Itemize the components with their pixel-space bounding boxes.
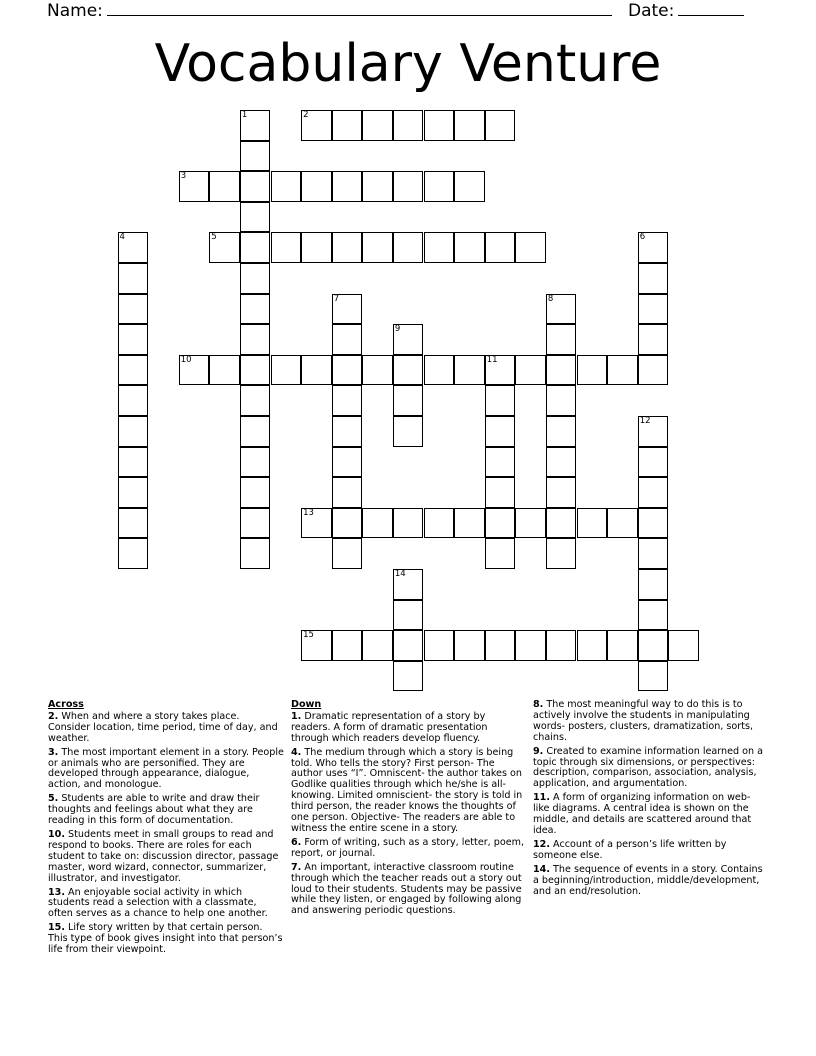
clue-item <box>291 712 525 745</box>
clue-item <box>291 838 525 860</box>
grid-cell[interactable] <box>454 232 485 263</box>
grid-cell[interactable] <box>546 477 577 508</box>
grid-cell[interactable] <box>546 508 577 539</box>
grid-cell[interactable] <box>393 569 424 600</box>
grid-cell[interactable] <box>515 508 546 539</box>
clue-item-text: The sequence of events in a story. Contains a beginning/introduction, middle/development, and an end/resolution. <box>533 863 763 897</box>
grid-cell[interactable] <box>485 538 516 569</box>
grid-cell[interactable] <box>118 263 149 294</box>
grid-cell[interactable] <box>240 110 271 141</box>
down-clues-continued <box>533 700 765 900</box>
grid-cell[interactable] <box>118 355 149 386</box>
grid-cell[interactable] <box>240 232 271 263</box>
grid-cell[interactable] <box>332 508 363 539</box>
grid-cell[interactable] <box>424 110 455 141</box>
down-clue-list <box>291 712 525 917</box>
grid-cell[interactable] <box>118 416 149 447</box>
grid-cell[interactable] <box>424 232 455 263</box>
grid-cell[interactable] <box>393 324 424 355</box>
grid-cell[interactable] <box>332 232 363 263</box>
clue-item-number: 5. <box>48 793 59 805</box>
grid-cell[interactable] <box>118 538 149 569</box>
clue-item-number: 9. <box>533 745 544 757</box>
clue-item <box>291 863 525 918</box>
grid-cell[interactable] <box>240 477 271 508</box>
grid-cell[interactable] <box>362 110 393 141</box>
grid-cell[interactable] <box>393 385 424 416</box>
grid-cell[interactable] <box>577 630 608 661</box>
clue-number: 3 <box>180 171 187 182</box>
down-heading: Down <box>291 699 322 710</box>
grid-cell[interactable] <box>546 447 577 478</box>
clue-number: 12 <box>639 416 651 426</box>
grid-cell[interactable] <box>638 416 669 447</box>
grid-cell[interactable] <box>118 385 149 416</box>
grid-cell[interactable] <box>301 508 332 539</box>
grid-cell[interactable] <box>209 232 240 263</box>
clue-item-text: Students meet in small groups to read and respond to books. There are roles for each student to take on: discussion director, passage master, word wizard, connector, summarizer, illustrator, and investigator. <box>48 828 279 884</box>
grid-cell[interactable] <box>577 508 608 539</box>
clue-item <box>533 700 765 744</box>
grid-cell[interactable] <box>240 508 271 539</box>
grid-cell[interactable] <box>301 232 332 263</box>
grid-cell[interactable] <box>271 232 302 263</box>
clue-item-text: Students are able to write and draw their thoughts and feelings about what they are reading in this form of documentation. <box>48 793 260 827</box>
name-label: Name: <box>47 1 103 21</box>
grid-cell[interactable] <box>332 324 363 355</box>
grid-cell[interactable] <box>118 232 149 263</box>
clue-item-number: 12. <box>533 838 550 850</box>
clue-item <box>291 748 525 835</box>
grid-cell[interactable] <box>638 508 669 539</box>
grid-cell[interactable] <box>362 355 393 386</box>
grid-cell[interactable] <box>301 110 332 141</box>
clue-item-text: Form of writing, such as a story, letter, poem, report, or journal. <box>291 836 525 859</box>
grid-cell[interactable] <box>332 294 363 325</box>
clue-number: 5 <box>211 232 217 243</box>
grid-cell[interactable] <box>546 630 577 661</box>
grid-cell[interactable] <box>485 477 516 508</box>
grid-cell[interactable] <box>515 630 546 661</box>
grid-cell[interactable] <box>638 661 669 692</box>
grid-cell[interactable] <box>638 447 669 478</box>
grid-cell[interactable] <box>485 232 516 263</box>
clue-item-text: The medium through which a story is being told. Who tells the story? First person- The author uses “I”. Omniscent- the author takes on Godlike qualities through which he/she is all-knowing. Limited omniscient- the story is told in third person, the reader knows the thoughts of one person. Objective- The readers are able to witness the entire scene in a story. <box>291 746 523 834</box>
clue-item-number: 14. <box>533 863 550 875</box>
grid-cell[interactable] <box>179 171 210 202</box>
grid-cell[interactable] <box>454 508 485 539</box>
clue-item <box>533 865 765 898</box>
clue-number: 9 <box>394 324 401 335</box>
grid-cell[interactable] <box>118 477 149 508</box>
across-clue-list <box>48 712 284 956</box>
across-clues <box>48 700 284 959</box>
grid-cell[interactable] <box>362 508 393 539</box>
clue-item-number: 7. <box>291 861 302 873</box>
grid-cell[interactable] <box>546 355 577 386</box>
clue-item <box>533 747 765 791</box>
clue-item-number: 2. <box>48 710 59 722</box>
grid-cell[interactable] <box>118 447 149 478</box>
grid-cell[interactable] <box>515 232 546 263</box>
grid-cell[interactable] <box>424 171 455 202</box>
grid-cell[interactable] <box>240 416 271 447</box>
clue-item <box>48 712 284 745</box>
grid-cell[interactable] <box>638 477 669 508</box>
grid-cell[interactable] <box>332 355 363 386</box>
grid-cell[interactable] <box>332 447 363 478</box>
grid-cell[interactable] <box>240 355 271 386</box>
grid-cell[interactable] <box>118 294 149 325</box>
grid-cell[interactable] <box>301 630 332 661</box>
grid-cell[interactable] <box>485 416 516 447</box>
clue-number: 14 <box>394 569 406 579</box>
grid-cell[interactable] <box>332 477 363 508</box>
grid-cell[interactable] <box>454 355 485 386</box>
grid-cell[interactable] <box>485 355 516 386</box>
clue-number: 1 <box>241 110 248 120</box>
clue-number: 4 <box>119 232 125 243</box>
clue-item-text: A form of organizing information on web-like diagrams. A central idea is shown on the middle, and details are scattered around that idea. <box>533 792 752 836</box>
clue-item <box>48 888 284 921</box>
grid-cell[interactable] <box>301 355 332 386</box>
grid-cell[interactable] <box>240 538 271 569</box>
grid-cell[interactable] <box>393 171 424 202</box>
clue-item-text: When and where a story takes place. Consider location, time period, time of day, and weather. <box>48 710 278 744</box>
grid-cell[interactable] <box>607 355 638 386</box>
clue-number: 6 <box>639 232 646 243</box>
grid-cell[interactable] <box>638 600 669 631</box>
grid-cell[interactable] <box>332 538 363 569</box>
grid-cell[interactable] <box>393 232 424 263</box>
grid-cell[interactable] <box>638 232 669 263</box>
grid-cell[interactable] <box>240 385 271 416</box>
grid-cell[interactable] <box>240 202 271 233</box>
across-heading: Across <box>48 699 84 710</box>
grid-cell[interactable] <box>577 355 608 386</box>
grid-cell[interactable] <box>332 171 363 202</box>
clue-item-text: Account of a person’s life written by someone else. <box>533 838 727 861</box>
grid-cell[interactable] <box>332 630 363 661</box>
grid-cell[interactable] <box>638 294 669 325</box>
date-label: Date: <box>628 1 675 21</box>
grid-cell[interactable] <box>209 171 240 202</box>
grid-cell[interactable] <box>393 661 424 692</box>
clue-number: 2 <box>303 110 309 120</box>
clue-item <box>533 840 765 862</box>
clue-item-number: 1. <box>291 710 302 722</box>
grid-cell[interactable] <box>393 110 424 141</box>
clue-number: 11 <box>486 354 498 365</box>
grid-cell[interactable] <box>424 508 455 539</box>
down-clues <box>291 700 525 920</box>
grid-cell[interactable] <box>638 355 669 386</box>
grid-cell[interactable] <box>546 416 577 447</box>
grid-cell[interactable] <box>393 630 424 661</box>
clue-item <box>48 748 284 792</box>
grid-cell[interactable] <box>271 171 302 202</box>
clue-item-text: Created to examine information learned on a topic through six dimensions, or perspectives: description, comparison, association, analysis, application, and argumentation. <box>533 745 764 790</box>
clue-item-number: 3. <box>48 746 59 758</box>
clue-item-number: 13. <box>48 886 65 898</box>
clue-item <box>48 923 284 956</box>
grid-cell[interactable] <box>362 171 393 202</box>
grid-cell[interactable] <box>515 355 546 386</box>
clue-number: 13 <box>303 507 314 518</box>
clue-number: 10 <box>180 354 192 365</box>
grid-cell[interactable] <box>424 630 455 661</box>
grid-cell[interactable] <box>240 171 271 202</box>
grid-cell[interactable] <box>393 600 424 631</box>
grid-cell[interactable] <box>638 630 669 661</box>
grid-cell[interactable] <box>240 263 271 294</box>
grid-cell[interactable] <box>485 110 516 141</box>
grid-cell[interactable] <box>454 110 485 141</box>
clue-item-text: An important, interactive classroom routine through which the teacher reads out a story out loud to their students. Students may be passive while they listen, or engaged by following along and answering periodic questions. <box>291 861 522 917</box>
grid-cell[interactable] <box>607 508 638 539</box>
grid-cell[interactable] <box>485 508 516 539</box>
grid-cell[interactable] <box>362 232 393 263</box>
grid-cell[interactable] <box>118 508 149 539</box>
grid-cell[interactable] <box>271 355 302 386</box>
grid-cell[interactable] <box>638 263 669 294</box>
grid-cell[interactable] <box>454 630 485 661</box>
grid-cell[interactable] <box>454 171 485 202</box>
grid-cell[interactable] <box>668 630 699 661</box>
clue-item-number: 10. <box>48 828 65 840</box>
down-clue-list-continued <box>533 700 765 897</box>
grid-cell[interactable] <box>362 630 393 661</box>
grid-cell[interactable] <box>240 324 271 355</box>
grid-cell[interactable] <box>607 630 638 661</box>
clue-number: 15 <box>303 630 314 641</box>
grid-cell[interactable] <box>546 385 577 416</box>
grid-cell[interactable] <box>393 508 424 539</box>
grid-cell[interactable] <box>332 110 363 141</box>
clue-item-number: 4. <box>291 746 302 758</box>
grid-cell[interactable] <box>638 538 669 569</box>
grid-cell[interactable] <box>393 355 424 386</box>
grid-cell[interactable] <box>424 355 455 386</box>
grid-cell[interactable] <box>393 416 424 447</box>
clue-item-number: 6. <box>291 836 302 848</box>
clue-item-number: 15. <box>48 922 65 934</box>
clue-item <box>533 793 765 837</box>
grid-cell[interactable] <box>209 355 240 386</box>
grid-cell[interactable] <box>485 447 516 478</box>
clue-item <box>48 794 284 827</box>
clue-item-number: 11. <box>533 792 550 804</box>
page-title: Vocabulary Venture <box>154 34 662 94</box>
grid-cell[interactable] <box>179 355 210 386</box>
grid-cell[interactable] <box>546 324 577 355</box>
grid-cell[interactable] <box>240 294 271 325</box>
grid-cell[interactable] <box>485 630 516 661</box>
clue-item-text: An enjoyable social activity in which students read a selection with a classmate, often serves as a chance to help one another. <box>48 886 268 920</box>
clue-item-text: Life story written by that certain person. This type of book gives insight into that person’s life from their viewpoint. <box>48 922 283 956</box>
grid-cell[interactable] <box>546 294 577 325</box>
clue-number: 8 <box>547 293 554 304</box>
clue-number: 7 <box>333 293 340 304</box>
grid-cell[interactable] <box>485 385 516 416</box>
grid-cell[interactable] <box>638 324 669 355</box>
clue-item <box>48 830 284 885</box>
clue-item-text: Dramatic representation of a story by readers. A form of dramatic presentation through which readers develop fluency. <box>291 710 488 744</box>
grid-cell[interactable] <box>118 324 149 355</box>
grid-cell[interactable] <box>546 538 577 569</box>
grid-cell[interactable] <box>332 416 363 447</box>
grid-cell[interactable] <box>638 569 669 600</box>
clue-item-text: The most meaningful way to do this is to actively involve the students in manipulating words- posters, clusters, dramatization, sorts, chains. <box>533 699 754 743</box>
grid-cell[interactable] <box>332 385 363 416</box>
grid-cell[interactable] <box>301 171 332 202</box>
clue-item-number: 8. <box>533 699 544 710</box>
grid-cell[interactable] <box>240 447 271 478</box>
clue-item-text: The most important element in a story. People or animals who are personified. They are developed through appearance, dialogue, action, and monologue. <box>48 746 284 791</box>
grid-cell[interactable] <box>240 141 271 172</box>
